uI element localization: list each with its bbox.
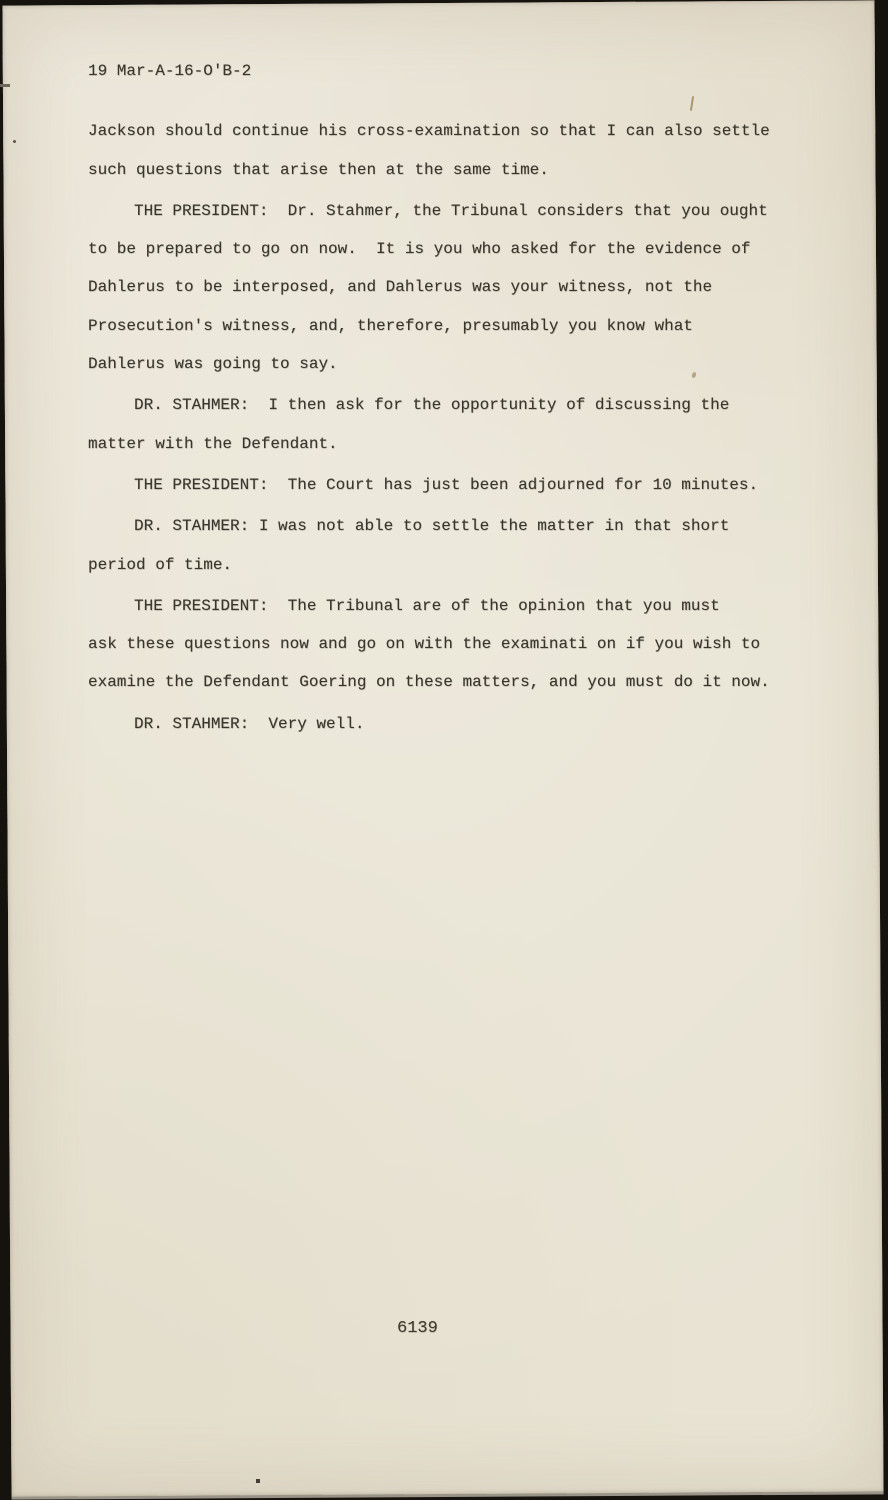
paragraph [88,386,800,463]
transcript-line: period of time. [88,555,233,574]
paragraph [88,705,800,743]
transcript-line: Jackson should continue his cross-examination so that I can also settle [88,122,770,141]
transcript-line: DR. STAHMER: I then ask for the opportunity of discussing the [134,396,730,415]
paragraph [88,587,800,702]
paragraph [88,112,800,189]
paragraph [88,466,800,504]
transcript-line: matter with the Defendant. [88,434,338,453]
transcript-line: DR. STAHMER: Very well. [134,714,365,733]
transcript-line: Dahlerus to be interposed, and Dahlerus was your witness, not the [88,278,713,297]
paragraph [88,507,800,584]
transcript-line: examine the Defendant Goering on these matters, and you must do it now. [88,673,770,692]
transcript-text [88,52,800,743]
paragraph [88,192,800,383]
transcript-line: DR. STAHMER: I was not able to settle the matter in that short [134,517,730,536]
transcript-line: ask these questions now and go on with the examinati on if you wish to [88,635,761,654]
transcript-line: THE PRESIDENT: The Court has just been adjourned for 10 minutes. [134,475,759,494]
ink-dot [256,1479,260,1483]
transcript-line: Prosecution's witness, and, therefore, presumably you know what [88,316,693,335]
page-header-id: 19 Mar-A-16-O'B-2 [88,62,252,80]
transcript-line: THE PRESIDENT: Dr. Stahmer, the Tribunal considers that you ought [134,201,768,220]
transcript-line: Dahlerus was going to say. [88,355,338,374]
edge-ink-dash [0,84,10,87]
transcript-line: such questions that arise then at the same time. [88,160,549,179]
transcript-line: to be prepared to go on now. It is you who asked for the evidence of [88,240,751,259]
transcript-line: THE PRESIDENT: The Tribunal are of the opinion that you must [134,596,720,615]
ink-dot [13,140,16,143]
page-number: 6139 [397,1319,438,1338]
transcript-paragraphs [88,112,800,743]
